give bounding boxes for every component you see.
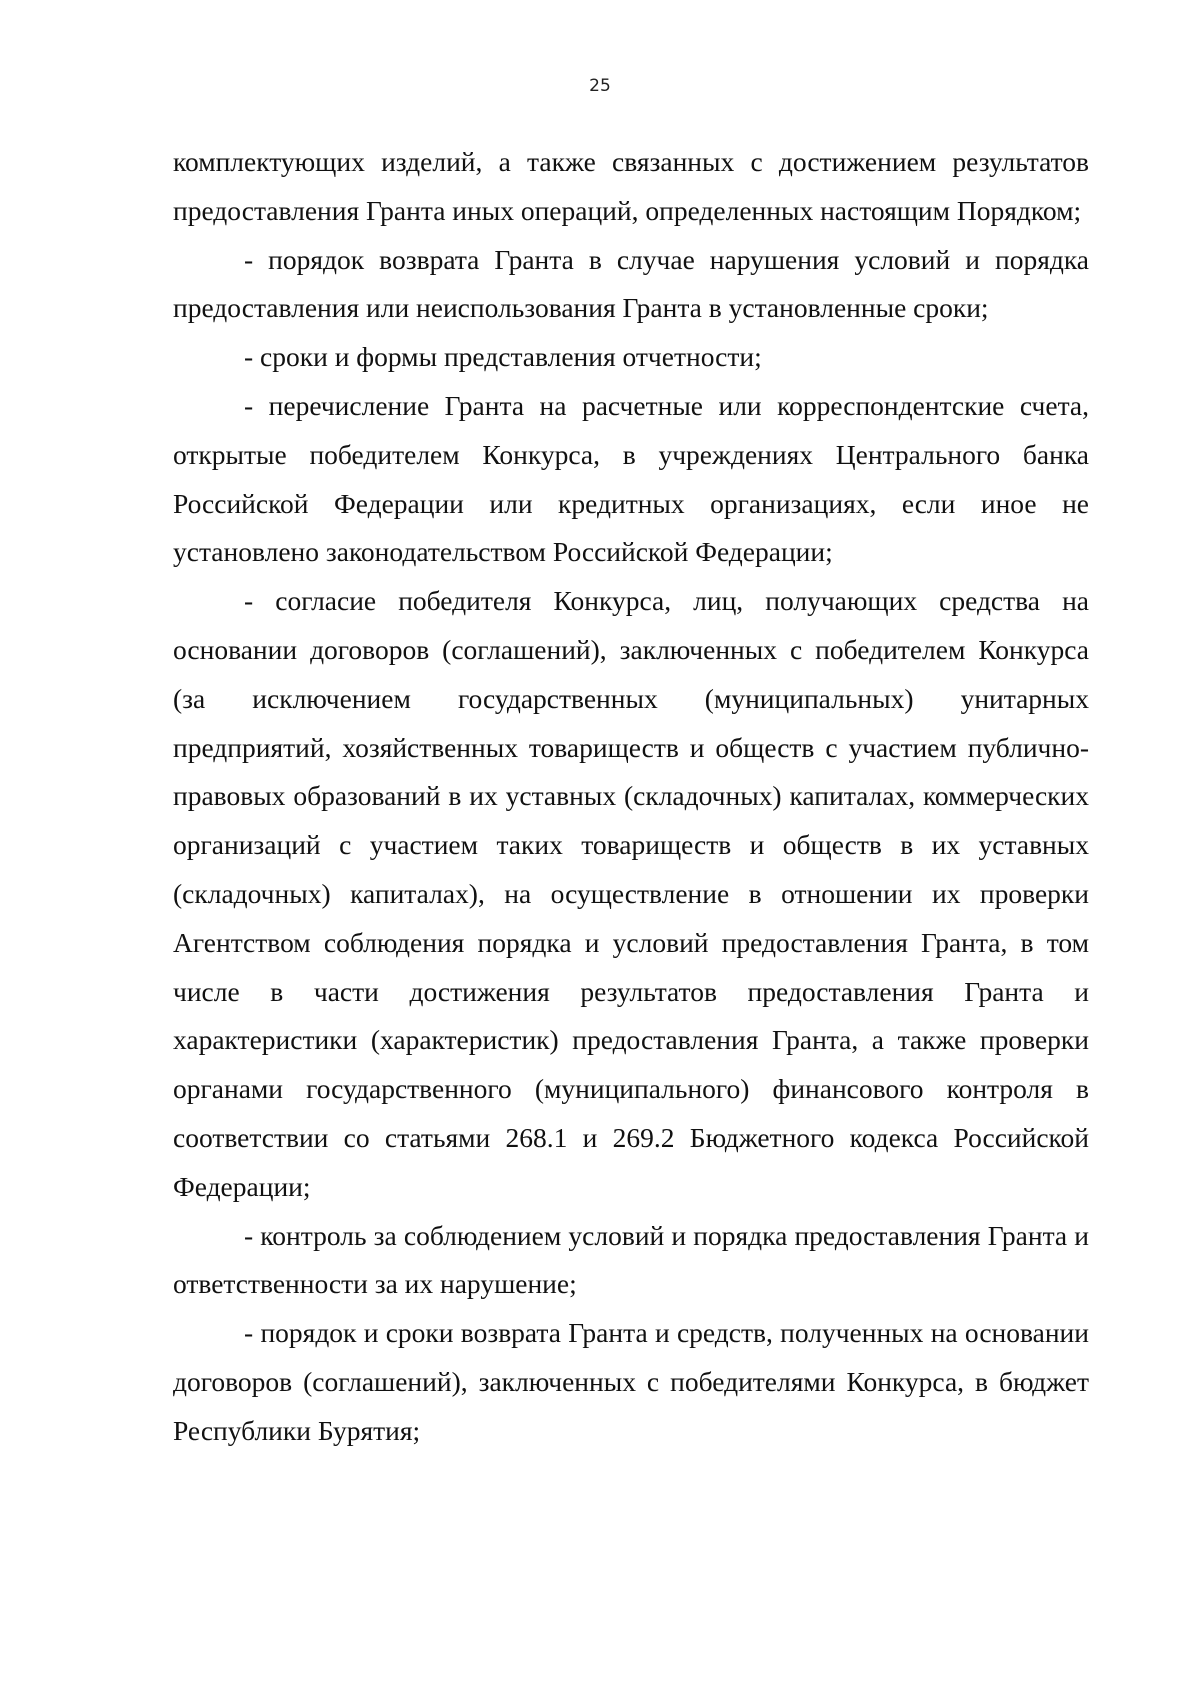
list-item-grant-return-procedure: - порядок возврата Гранта в случае нарушения условий и порядка предоставления или неиспользования Гранта в установленные сроки; xyxy=(173,243,1089,324)
page-number: 25 xyxy=(589,76,611,96)
document-body xyxy=(173,138,1089,1456)
list-item-grant-transfer: - перечисление Гранта на расчетные или корреспондентские счета, открытые победителем Конкурса, в учреждениях Центрального банка Российской Федерации или кредитных организациях, если иное не установлено законодательством Российской Федерации; xyxy=(173,389,1089,568)
paragraph-continuation: комплектующих изделий, а также связанных с достижением результатов предоставления Гранта иных операций, определенных настоящим Порядком; xyxy=(173,146,1089,226)
list-item-reporting-terms: - сроки и формы представления отчетности; xyxy=(244,341,762,373)
list-item-return-terms: - порядок и сроки возврата Гранта и средств, полученных на основании договоров (соглашений), заключенных с победителями Конкурса, в бюджет Республики Бурятия; xyxy=(173,1317,1089,1446)
list-item-consent-to-audit: - согласие победителя Конкурса, лиц, получающих средства на основании договоров (соглашений), заключенных с победителем Конкурса (за исключением государственных (муниципальных) унитарных предприятий, хозяйственных товариществ и обществ с участием публично-правовых образований в их уставных (складочных) капиталах, коммерческих организаций с участием таких товариществ и обществ в их уставных (складочных) капиталах), на осуществление в отношении их проверки Агентством соблюдения порядка и условий предоставления Гранта, в том числе в части достижения результатов предоставления Гранта и характеристики (характеристик) предоставления Гранта, а также проверки органами государственного (муниципального) финансового контроля в соответствии со статьями 268.1 и 269.2 Бюджетного кодекса Российской Федерации; xyxy=(173,585,1089,1202)
list-item-compliance-control: - контроль за соблюдением условий и порядка предоставления Гранта и ответственности за их нарушение; xyxy=(173,1219,1089,1300)
